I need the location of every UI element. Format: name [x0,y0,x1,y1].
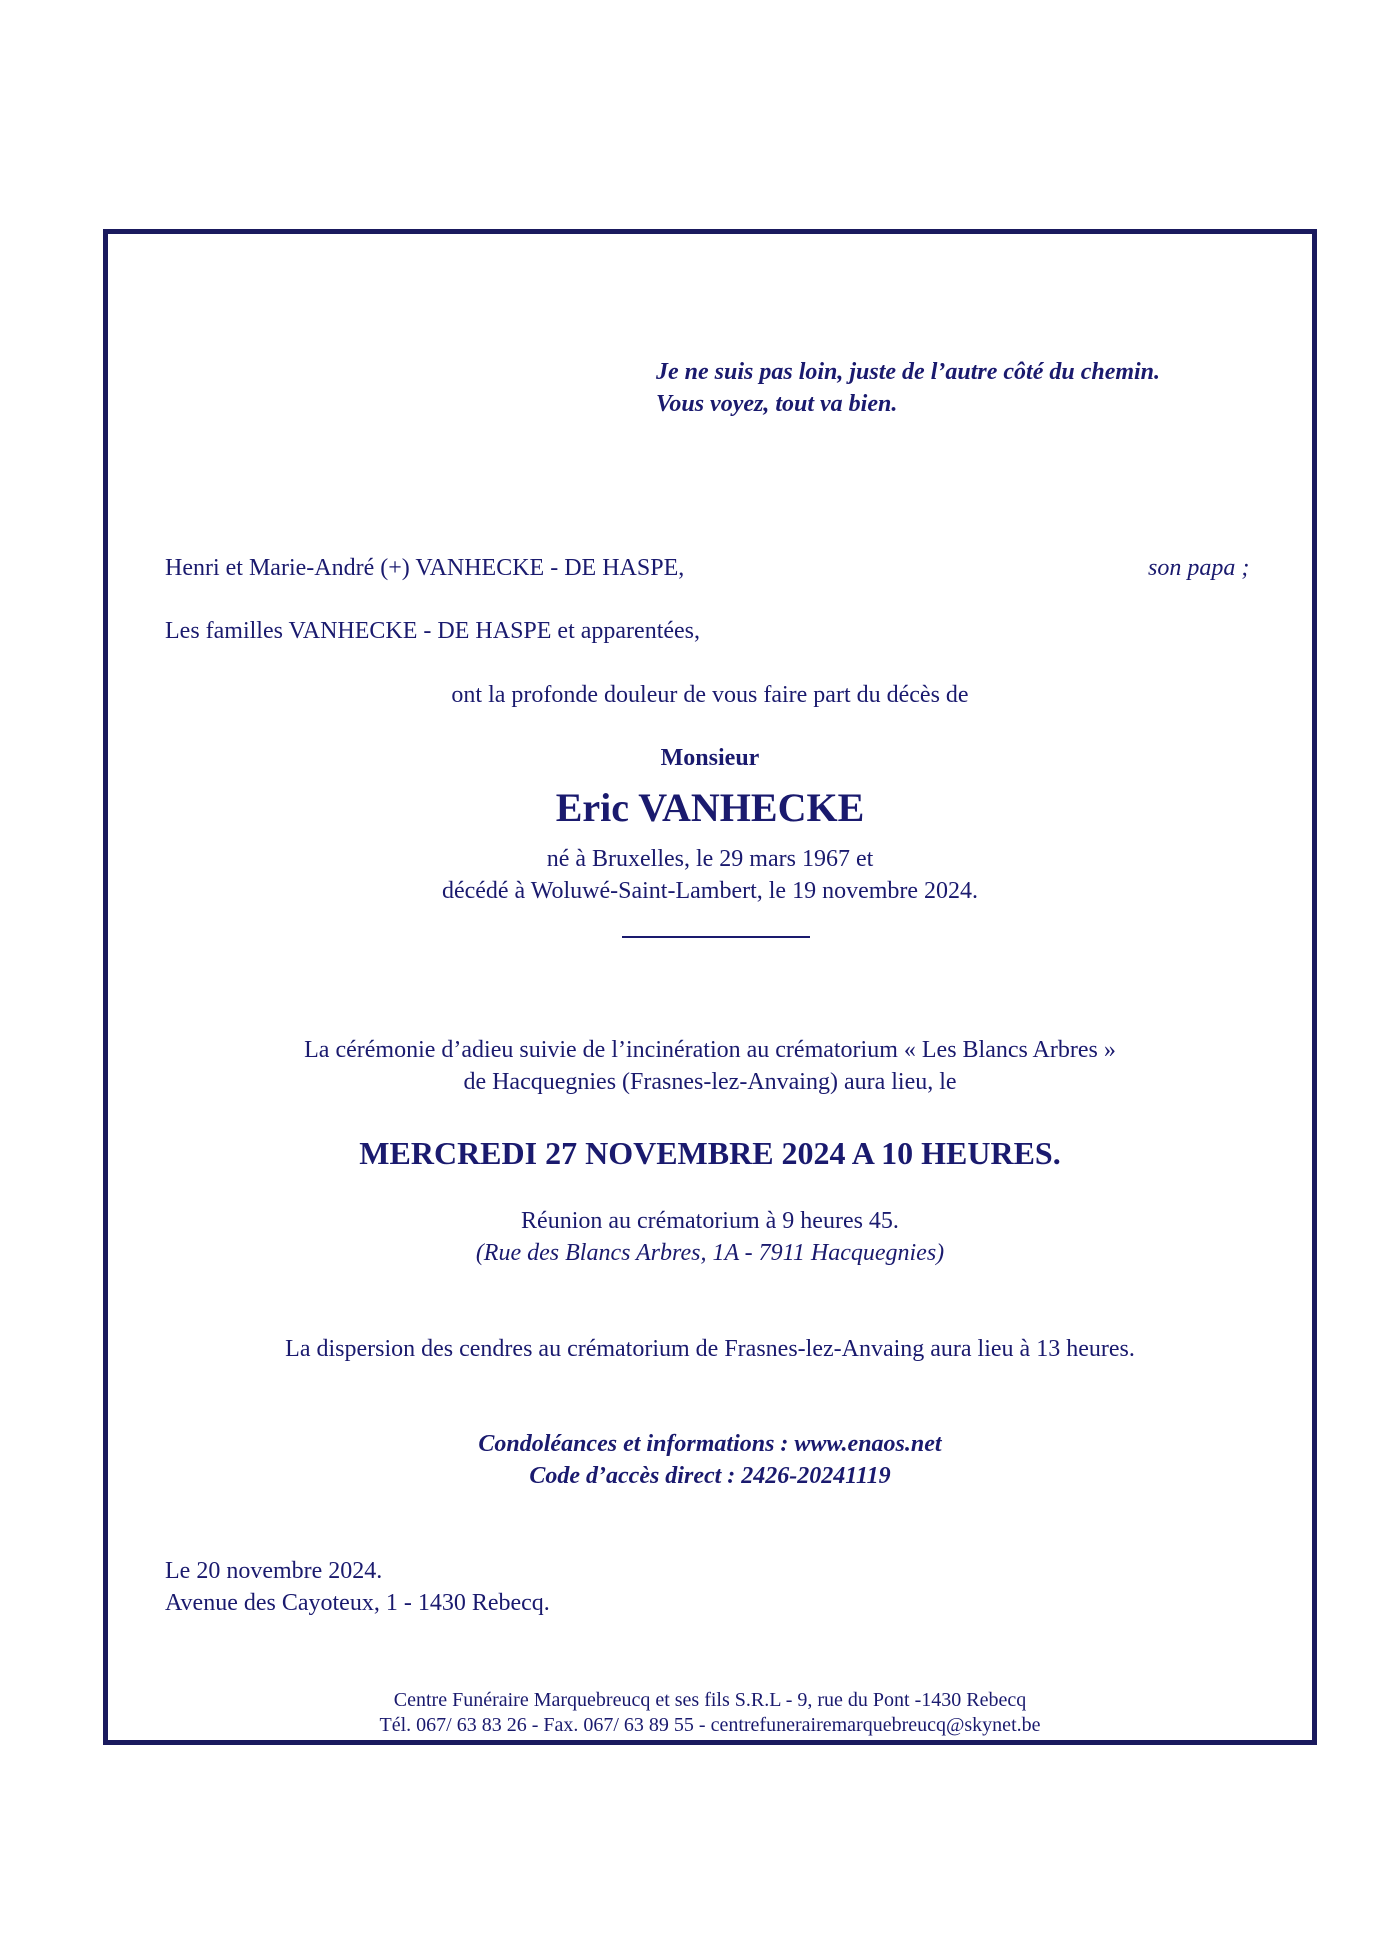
birth-text: né à Bruxelles, le 29 mars 1967 et [546,846,874,872]
meeting-address: (Rue des Blancs Arbres, 1A - 7911 Hacquegnies) [475,1240,945,1266]
families-text: Les familles VANHECKE - DE HASPE et apparentées, [165,618,701,644]
condolences-line-1: Condoléances et informations : www.enaos.net [478,1431,942,1457]
relation-text: son papa ; [1148,555,1250,581]
page-frame [103,229,1317,1745]
ceremony-line-1: La cérémonie d’adieu suivie de l’incinération au crématorium « Les Blancs Arbres » [304,1037,1116,1063]
footer-line-2: Tél. 067/ 63 83 26 - Fax. 067/ 63 89 55 - centrefunerairemarquebreucq@skynet.be [379,1714,1041,1736]
meeting-text: Réunion au crématorium à 9 heures 45. [521,1208,899,1234]
dispersion-text: La dispersion des cendres au crématorium de Frasnes-lez-Anvaing aura lieu à 13 heures. [285,1336,1135,1362]
quote-line-2: Vous voyez, tout va bien. [656,391,898,417]
footer-line-1: Centre Funéraire Marquebreucq et ses fils S.R.L - 9, rue du Pont -1430 Rebecq [393,1689,1027,1711]
ceremony-date: MERCREDI 27 NOVEMBRE 2024 A 10 HEURES. [359,1135,1061,1171]
death-text: décédé à Woluwé-Saint-Lambert, le 19 novembre 2024. [441,878,979,904]
parents-text: Henri et Marie-André (+) VANHECKE - DE HASPE, [165,555,685,581]
closing-address: Avenue des Cayoteux, 1 - 1430 Rebecq. [165,1590,550,1616]
announcement-intro: ont la profonde douleur de vous faire part du décès de [451,682,969,708]
quote-line-1: Je ne suis pas loin, juste de l’autre côté du chemin. [656,359,1161,385]
ceremony-line-2: de Hacquegnies (Frasnes-lez-Anvaing) aura lieu, le [463,1069,957,1095]
separator-line [622,936,810,938]
title-monsieur: Monsieur [660,745,760,771]
deceased-name: Eric VANHECKE [555,785,865,830]
closing-date: Le 20 novembre 2024. [165,1558,383,1584]
condolences-line-2: Code d’accès direct : 2426-20241119 [529,1463,891,1489]
